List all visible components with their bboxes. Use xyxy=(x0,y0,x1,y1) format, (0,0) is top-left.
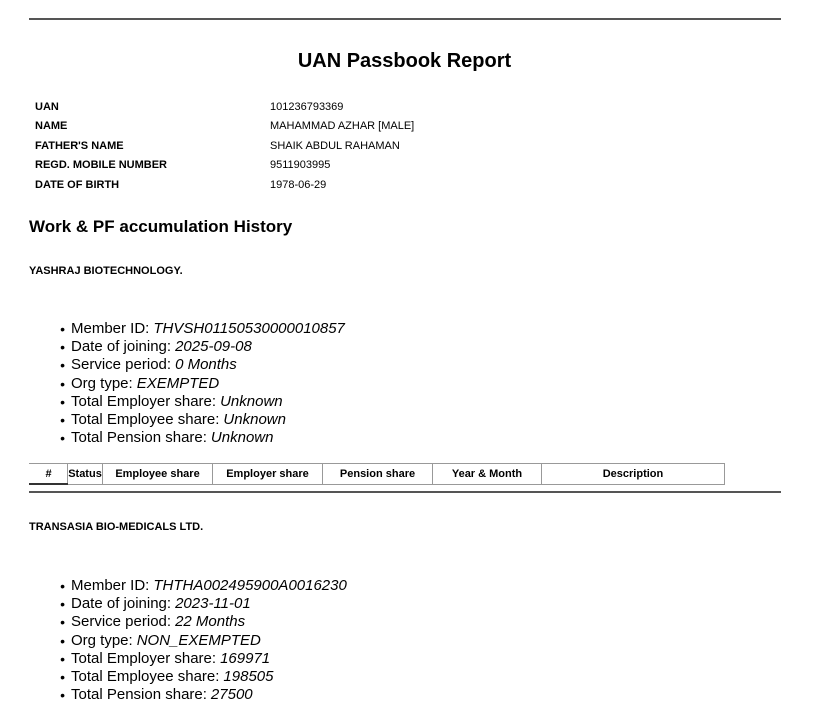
list-item xyxy=(29,686,347,704)
name-label: NAME xyxy=(35,120,68,133)
service-period-value: 22 Months xyxy=(175,613,246,631)
date-of-joining-label: Date of joining: xyxy=(71,595,172,613)
name-value: MAHAMMAD AZHAR [MALE] xyxy=(270,120,415,133)
employer-share-value: 169971 xyxy=(220,649,271,667)
date-of-joining-label: Date of joining: xyxy=(71,338,172,356)
member-profile xyxy=(35,97,414,195)
bullet-icon: • xyxy=(60,375,65,392)
member-id-label: Member ID: xyxy=(71,320,150,338)
column-header-index: # xyxy=(30,464,68,485)
column-header-year-month: Year & Month xyxy=(433,464,542,485)
list-item xyxy=(29,429,345,447)
employer-name: TRANSASIA BIO-MEDICALS LTD. xyxy=(29,521,204,533)
bullet-icon: • xyxy=(60,650,65,667)
employer-name: YASHRAJ BIOTECHNOLOGY. xyxy=(29,265,183,277)
service-period-value: 0 Months xyxy=(175,356,237,374)
date-of-joining-value: 2023-11-01 xyxy=(175,595,251,613)
table-header-row xyxy=(30,464,725,485)
employer-details-list xyxy=(29,577,347,704)
bullet-icon: • xyxy=(60,430,65,447)
bullet-icon: • xyxy=(60,632,65,649)
org-type-label: Org type: xyxy=(71,374,133,392)
pension-share-value: Unknown xyxy=(210,429,274,447)
column-header-employee-share: Employee share xyxy=(103,464,213,485)
dob-label: DATE OF BIRTH xyxy=(35,178,120,191)
date-of-joining-value: 2025-09-08 xyxy=(175,338,252,356)
uan-label: UAN xyxy=(35,100,59,113)
pension-share-value: 27500 xyxy=(210,686,253,704)
dob-value: 1978-06-29 xyxy=(270,178,327,191)
report-title: UAN Passbook Report xyxy=(297,50,512,72)
bullet-icon: • xyxy=(60,578,65,595)
list-item xyxy=(29,668,347,686)
service-period-label: Service period: xyxy=(71,356,172,374)
bullet-icon: • xyxy=(60,614,65,631)
list-item xyxy=(29,595,347,613)
employee-share-label: Total Employee share: xyxy=(71,411,220,429)
employer-share-label: Total Employer share: xyxy=(71,392,217,410)
history-section-title: Work & PF accumulation History xyxy=(29,217,293,236)
bullet-icon: • xyxy=(60,393,65,410)
bullet-icon: • xyxy=(60,687,65,704)
profile-row-father-name xyxy=(35,136,414,156)
mobile-value: 9511903995 xyxy=(270,159,331,172)
org-type-value: NON_EXEMPTED xyxy=(136,631,261,649)
profile-row-mobile xyxy=(35,156,414,176)
list-item xyxy=(29,632,347,650)
profile-row-uan xyxy=(35,97,414,117)
member-id-label: Member ID: xyxy=(71,577,150,595)
employer-details-list xyxy=(29,320,345,447)
list-item xyxy=(29,650,347,668)
list-item xyxy=(29,338,345,356)
list-item xyxy=(29,393,345,411)
list-item xyxy=(29,320,345,338)
bullet-icon: • xyxy=(60,321,65,338)
member-id-value: THTHA002495900A0016230 xyxy=(153,577,347,595)
column-header-status: Status xyxy=(68,464,103,485)
father-name-value: SHAIK ABDUL RAHAMAN xyxy=(270,139,400,152)
employer-share-label: Total Employer share: xyxy=(71,649,217,667)
column-header-pension-share: Pension share xyxy=(323,464,433,485)
list-item xyxy=(29,375,345,393)
service-period-label: Service period: xyxy=(71,613,172,631)
employee-share-value: 198505 xyxy=(223,668,274,686)
org-type-label: Org type: xyxy=(71,631,133,649)
mobile-label: REGD. MOBILE NUMBER xyxy=(35,159,167,172)
bullet-icon: • xyxy=(60,412,65,429)
pension-share-label: Total Pension share: xyxy=(71,686,207,704)
list-item xyxy=(29,577,347,595)
employee-share-value: Unknown xyxy=(223,411,286,429)
employer-share-value: Unknown xyxy=(220,392,283,410)
list-item xyxy=(29,613,347,631)
column-header-description: Description xyxy=(542,464,725,485)
org-type-value: EXEMPTED xyxy=(136,374,220,392)
column-header-employer-share: Employer share xyxy=(213,464,323,485)
father-name-label: FATHER'S NAME xyxy=(35,139,124,152)
bullet-icon: • xyxy=(60,357,65,374)
profile-row-dob xyxy=(35,175,414,195)
uan-value: 101236793369 xyxy=(270,100,344,113)
bullet-icon: • xyxy=(60,339,65,356)
bullet-icon: • xyxy=(60,669,65,686)
employee-share-label: Total Employee share: xyxy=(71,668,220,686)
list-item xyxy=(29,356,345,374)
contribution-table xyxy=(29,463,725,485)
profile-row-name xyxy=(35,117,414,137)
list-item xyxy=(29,411,345,429)
employer-divider xyxy=(29,491,781,493)
pension-share-label: Total Pension share: xyxy=(71,429,207,447)
top-divider xyxy=(29,18,781,20)
member-id-value: THVSH01150530000010857 xyxy=(153,320,345,338)
bullet-icon: • xyxy=(60,596,65,613)
